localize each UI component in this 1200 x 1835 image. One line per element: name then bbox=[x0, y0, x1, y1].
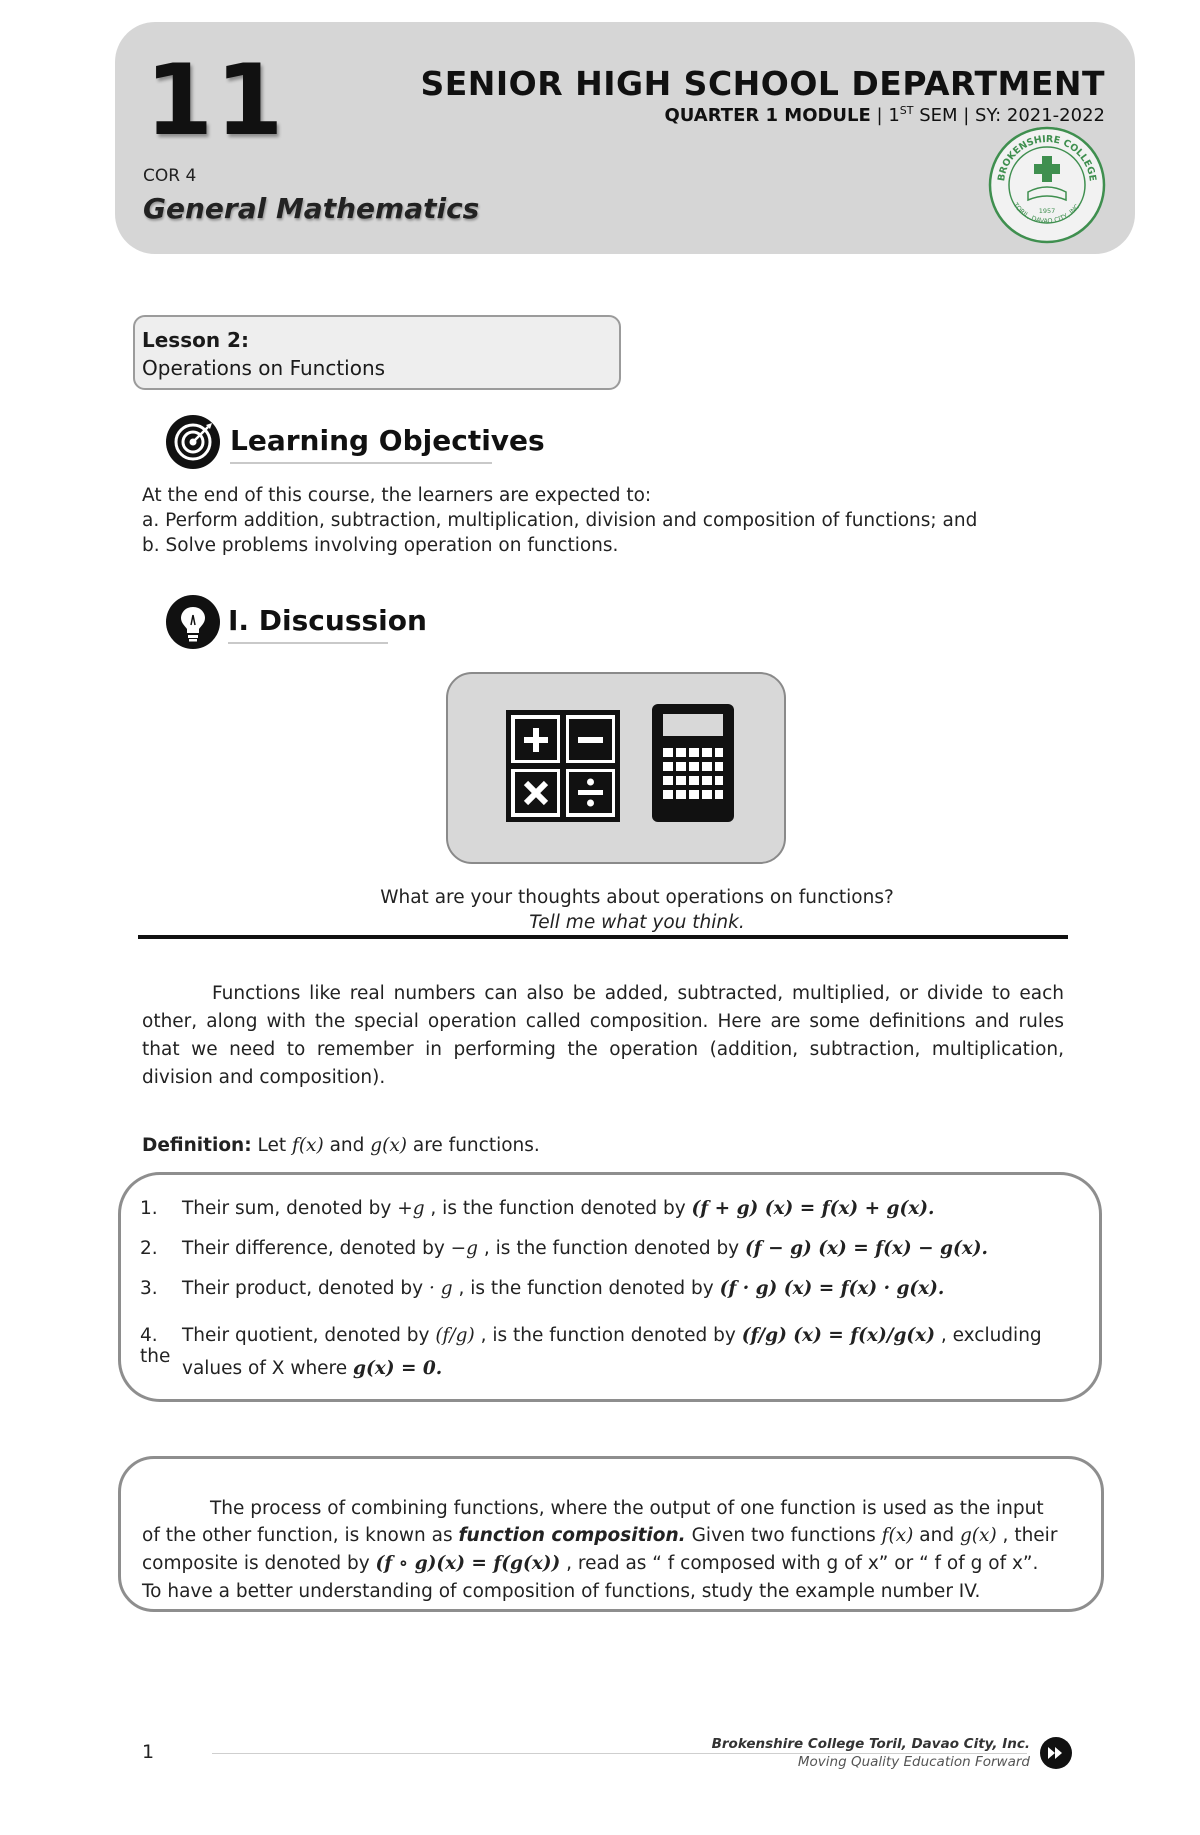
target-icon bbox=[166, 415, 220, 469]
svg-text:1957: 1957 bbox=[1038, 207, 1056, 215]
quarter-info: QUARTER 1 MODULE | 1ST SEM | SY: 2021-2022 bbox=[664, 104, 1105, 126]
fast-forward-icon bbox=[1040, 1737, 1072, 1769]
definition-item-continued: values of X where g(x) = 0. bbox=[182, 1358, 443, 1379]
section-divider bbox=[138, 935, 1068, 939]
definition-item: 2. Their difference, denoted by −g , is the function denoted by (f − g) (x) = f(x) − g(x). bbox=[140, 1238, 988, 1259]
math-operations-icon bbox=[506, 710, 620, 822]
composition-line: composite is denoted by (f ∘ g)(x) = f(g(x)) , read as “ f composed with g of x” or “ f of g of x”. bbox=[142, 1553, 1039, 1574]
calculator-icon bbox=[650, 702, 736, 824]
objective-item: a. Perform addition, subtraction, multiplication, division and composition of functions; and bbox=[142, 510, 978, 531]
composition-line: The process of combining functions, where the output of one function is used as the input bbox=[210, 1498, 1044, 1519]
footer-institution: Brokenshire College Toril, Davao City, Inc. bbox=[711, 1736, 1030, 1752]
objectives-heading: Learning Objectives bbox=[230, 424, 545, 457]
discussion-heading: I. Discussion bbox=[228, 604, 427, 637]
definition-item: 4. Their quotient, denoted by (f/g) , is the function denoted by (f/g) (x) = f(x)/g(x) , excluding the bbox=[140, 1325, 1042, 1367]
discussion-paragraph: Functions like real numbers can also be added, subtracted, multiplied, or divide to each other, along with the special operation called composition. Here are some definitions and rules that we need to remember in performing the operation (addition, subtraction, multiplication, division and composition). bbox=[142, 983, 1064, 1088]
composition-line: of the other function, is known as function composition. Given two functions f(x) and g(x) , their bbox=[142, 1525, 1058, 1546]
discussion-question: What are your thoughts about operations on functions? bbox=[380, 887, 894, 908]
page-number: 1 bbox=[142, 1741, 155, 1763]
department-title: SENIOR HIGH SCHOOL DEPARTMENT bbox=[420, 64, 1105, 103]
svg-text:TORIL, DAVAO CITY, INC.: TORIL, DAVAO CITY, INC. bbox=[1011, 201, 1083, 226]
definition-item: 1. Their sum, denoted by +g , is the function denoted by (f + g) (x) = f(x) + g(x). bbox=[140, 1198, 935, 1219]
college-seal-icon bbox=[988, 126, 1106, 244]
lightbulb-icon bbox=[166, 595, 220, 649]
discussion-prompt: Tell me what you think. bbox=[529, 912, 745, 933]
lesson-number: Lesson 2: bbox=[142, 328, 249, 352]
course-code: COR 4 bbox=[143, 166, 197, 186]
objective-item: b. Solve problems involving operation on functions. bbox=[142, 535, 619, 556]
lesson-title: Operations on Functions bbox=[142, 356, 386, 380]
grade-level: 11 bbox=[145, 44, 286, 158]
subject-title: General Mathematics bbox=[143, 192, 480, 225]
composition-line: To have a better understanding of composition of functions, study the example number IV. bbox=[142, 1581, 981, 1602]
footer-tagline: Moving Quality Education Forward bbox=[797, 1754, 1030, 1770]
objectives-intro: At the end of this course, the learners are expected to: bbox=[142, 485, 652, 506]
svg-text:BROKENSHIRE COLLEGE: BROKENSHIRE COLLEGE bbox=[996, 133, 1098, 183]
discussion-underline bbox=[228, 642, 388, 644]
objectives-underline bbox=[230, 462, 492, 464]
definition-intro: Definition: Let f(x) and g(x) are functions. bbox=[142, 1135, 540, 1156]
definition-item: 3. Their product, denoted by · g , is the function denoted by (f · g) (x) = f(x) · g(x). bbox=[140, 1278, 945, 1299]
